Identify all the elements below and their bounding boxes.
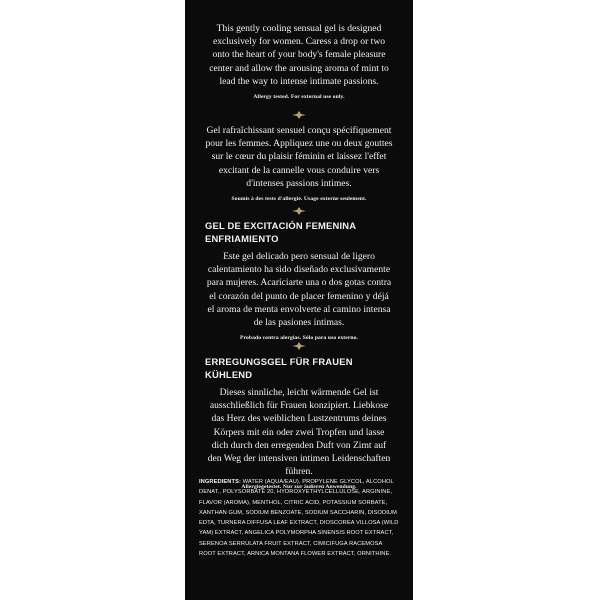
spanish-heading: GEL DE EXCITACIÓN FEMENINA ENFRIAMIENTO	[205, 220, 356, 244]
french-allergy-note: Soumis à des tests d'allergie. Usage externe seulement.	[231, 196, 367, 203]
product-label-panel	[185, 0, 413, 600]
french-description: Gel rafraîchissant sensuel conçu spécifiquement pour les femmes. Appliquez une ou deux gouttes sur le cœur du plaisir féminin et laissez l'effet excitant de la cannelle vous conduire vers d'intenses passions intimes.	[205, 125, 393, 189]
spanish-section	[185, 220, 413, 341]
fleur-ornament-icon	[185, 111, 413, 119]
spanish-allergy-note: Probado contra alergias. Sólo para uso externo.	[239, 335, 359, 342]
german-heading: ERREGUNGSGEL FÜR FRAUEN KÜHLEND	[205, 356, 353, 380]
german-allergy-note: Allergiegetestet. Nur zur äußeren Anwendung.	[241, 484, 357, 491]
ingredients-text: WATER (AQUA/EAU), PROPYLENE GLYCOL, ALCOHOL DENAT., POLYSORBATE 20, HYDROXYETHYLCELLULOSE, ARGININE, FLAVOR (AROMA), MENTHOL, CITRIC ACID, POTASSIUM SORBATE, XANTHAN GUM, SODIUM BENZOATE, SODIUM SACCHARIN, DISODIUM EDTA, TURNERA DIFFUSA LEAF EXTRACT, DIOSCOREA VILLOSA (WILD YAM) EXTRACT, ANGELICA POLYMORPHA SINENSIS ROOT EXTRACT, SERENOA SERRULATA FRUIT EXTRACT, CIMICIFUGA RACEMOSA ROOT EXTRACT, ARNICA MONTANA FLOWER EXTRACT, ORNITHINE.	[199, 479, 399, 558]
ingredients-list	[199, 477, 399, 559]
german-description: Dieses sinnliche, leicht wärmende Gel ist ausschließlich für Frauen konzipiert. Liebkose das Herz des weiblichen Lustzentrums deines Körpers mit ein oder zwei Tropfen und lasse dich durch den erregenden Duft von Zimt auf den Weg der intensiven intimen Leidenschaften führen.	[207, 387, 391, 478]
english-section	[185, 22, 413, 100]
fleur-ornament-icon	[185, 342, 413, 350]
german-section	[185, 356, 413, 490]
fleur-ornament-icon	[185, 207, 413, 215]
spanish-description: Este gel delicado pero sensual de ligero calentamiento ha sido diseñado exclusivamente para mujeres. Acaríciarte una o dos gotas contra el corazón del punto de placer femenino y déjá el aroma de menta envolverte al camino intensa de las pasiones íntimas.	[206, 251, 392, 329]
english-description: This gently cooling sensual gel is designed exclusively for women. Caress a drop or two onto the heart of your body's female pleasure center and allow the arousing aroma of mint to lead the way to intense intimate passions.	[209, 23, 389, 87]
french-section	[185, 124, 413, 202]
english-allergy-note: Allergy tested. For external use only.	[253, 94, 345, 101]
ingredients-label: INGREDIENTS:	[199, 479, 241, 485]
